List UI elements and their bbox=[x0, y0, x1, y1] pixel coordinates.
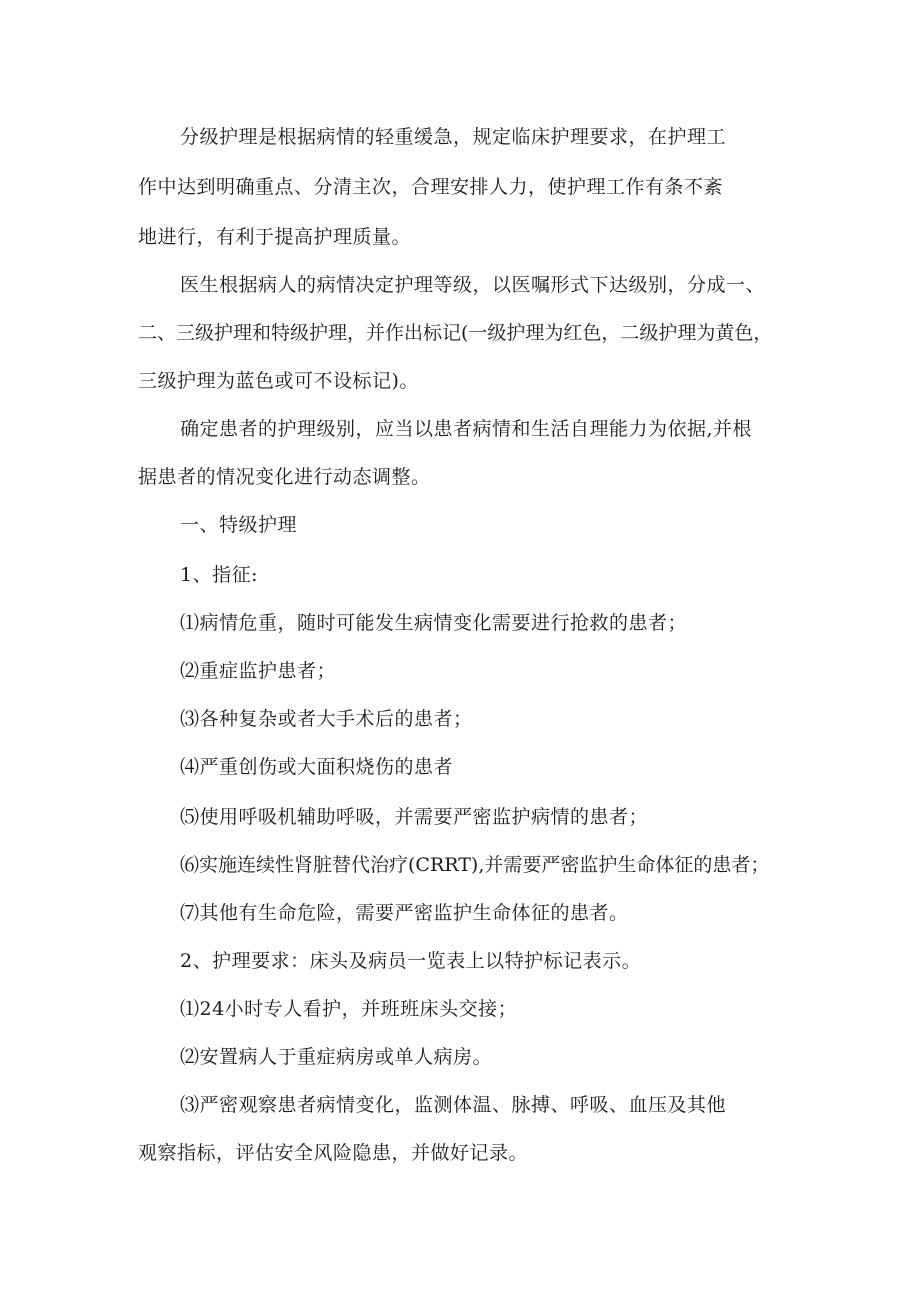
indication-item-6: ⑹实施连续性肾脏替代治疗(CRRT),并需要严密监护生命体征的患者； bbox=[180, 854, 770, 876]
intro-paragraph-1-line-2: 作中达到明确重点、分清主次，合理安排人力，使护理工作有条不紊 bbox=[138, 176, 724, 198]
intro-paragraph-2-line-3: 三级护理为蓝色或可不设标记)。 bbox=[138, 370, 419, 392]
care-item-2: ⑵安置病人于重症病房或单人病房。 bbox=[180, 1046, 493, 1068]
indication-item-4: ⑷严重创伤或大面积烧伤的患者 bbox=[180, 756, 454, 778]
intro-paragraph-1-line-3: 地进行，有利于提高护理质量。 bbox=[138, 226, 412, 248]
indication-item-3: ⑶各种复杂或者大手术后的患者； bbox=[180, 708, 473, 730]
section-title: 一、特级护理 bbox=[180, 514, 298, 536]
indication-item-5: ⑸使用呼吸机辅助呼吸，并需要严密监护病情的患者； bbox=[180, 806, 649, 828]
intro-paragraph-1-line-1: 分级护理是根据病情的轻重缓急，规定临床护理要求，在护理工 bbox=[180, 126, 727, 148]
intro-paragraph-2-line-1: 医生根据病人的病情决定护理等级，以医嘱形式下达级别，分成一、 bbox=[180, 274, 766, 296]
indication-item-2: ⑵重症监护患者； bbox=[180, 660, 337, 682]
care-item-3-line-2: 观察指标，评估安全风险隐患，并做好记录。 bbox=[138, 1142, 529, 1164]
care-heading: 2、护理要求：床头及病员一览表上以特护标记表示。 bbox=[180, 950, 642, 972]
care-item-1: ⑴24小时专人看护，并班班床头交接； bbox=[180, 998, 518, 1020]
indications-heading: 1、指征: bbox=[180, 564, 258, 586]
indication-item-7: ⑺其他有生命危险，需要严密监护生命体征的患者。 bbox=[180, 902, 629, 924]
intro-paragraph-3-line-2: 据患者的情况变化进行动态调整。 bbox=[138, 466, 431, 488]
intro-paragraph-3-line-1: 确定患者的护理级别，应当以患者病情和生活自理能力为依据,并根 bbox=[180, 418, 753, 440]
care-item-3-line-1: ⑶严密观察患者病情变化，监测体温、脉搏、呼吸、血压及其他 bbox=[180, 1094, 727, 1116]
indication-item-1: ⑴病情危重，随时可能发生病情变化需要进行抢救的患者； bbox=[180, 612, 688, 634]
intro-paragraph-2-line-2: 二、三级护理和特级护理，并作出标记(一级护理为红色，二级护理为黄色， bbox=[138, 322, 773, 344]
